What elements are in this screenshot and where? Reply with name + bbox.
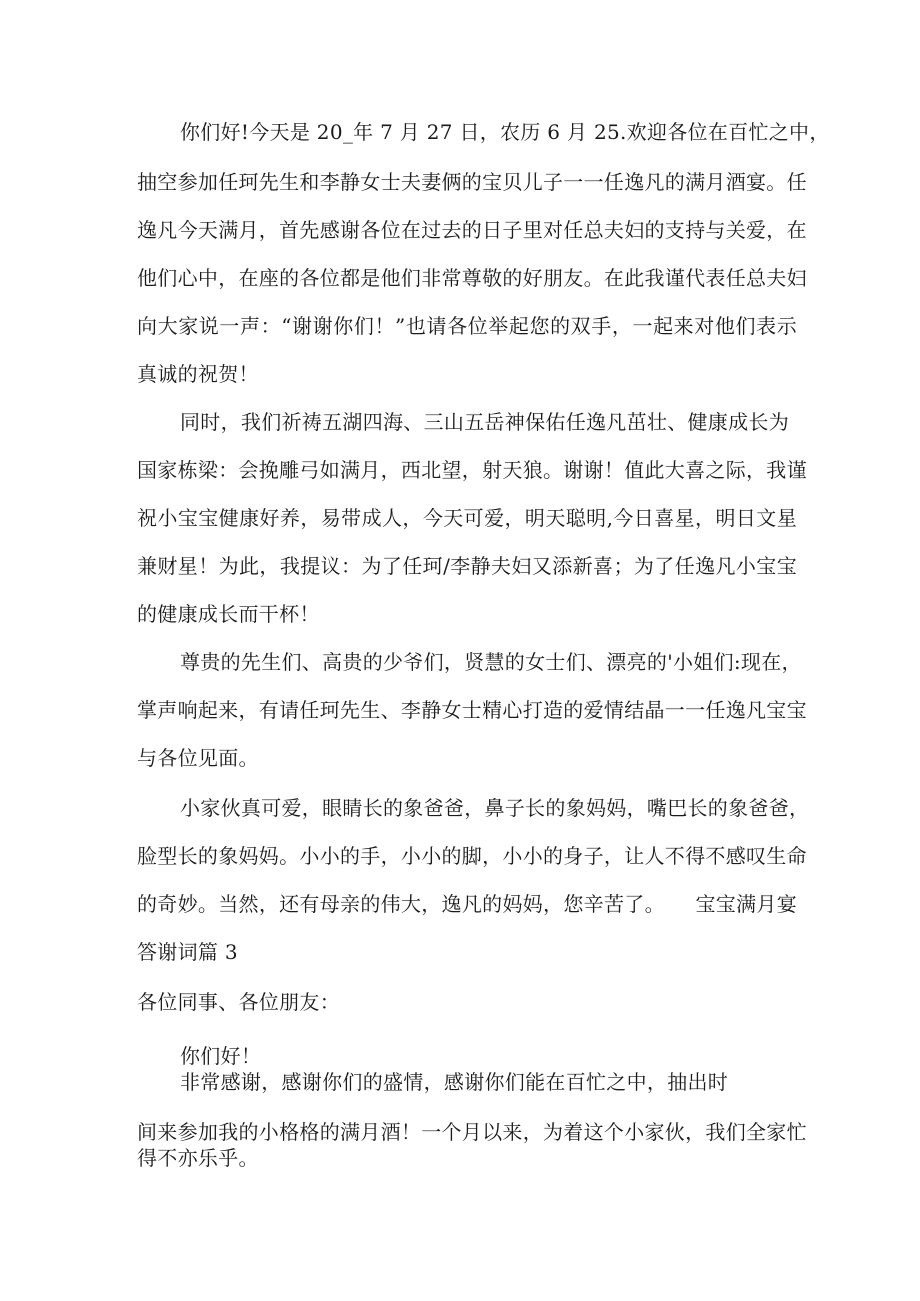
paragraph-5-line-1: 非常感谢，感谢你们的盛情，感谢你们能在百忙之中，抽出时 [180,1070,729,1094]
paragraph-2-line-4: 兼财星！为此，我提议：为了任珂/李静夫妇又添新喜；为了任逸凡小宝宝 [137,554,797,578]
paragraph-4-line-4: 答谢词篇 3 [137,940,238,964]
paragraph-5-line-3: 得不亦乐乎。 [137,1146,259,1170]
paragraph-1-line-3: 逸凡今天满月，首先感谢各位在过去的日子里对任总夫妇的支持与关爱，在 [137,218,807,242]
paragraph-2-line-2: 国家栋梁：会挽雕弓如满月，西北望，射天狼。谢谢！值此大喜之际，我谨 [137,458,807,482]
greeting: 你们好！ [180,1044,262,1068]
paragraph-3-line-2: 掌声响起来，有请任珂先生、李静女士精心打造的爱情结晶一一任逸凡宝宝 [137,698,807,722]
paragraph-3-line-1: 尊贵的先生们、高贵的少爷们，贤慧的女士们、漂亮的'小姐们:现在， [180,650,802,674]
paragraph-1-line-4: 他们心中，在座的各位都是他们非常尊敬的好朋友。在此我谨代表任总夫妇 [137,266,807,290]
paragraph-1-line-5: 向大家说一声：“谢谢你们！”也请各位举起您的双手，一起来对他们表示 [137,314,797,338]
paragraph-2-line-5: 的健康成长而干杯！ [137,602,320,626]
paragraph-3-line-3: 与各位见面。 [137,746,259,770]
paragraph-1-line-6: 真诚的祝贺！ [137,362,259,386]
paragraph-4-line-2: 脸型长的象妈妈。小小的手，小小的脚，小小的身子，让人不得不感叹生命 [137,844,807,868]
paragraph-2-line-3: 祝小宝宝健康好养，易带成人，今天可爱，明天聪明,今日喜星，明日文星 [137,506,797,530]
paragraph-1-line-2: 抽空参加任珂先生和李静女士夫妻俩的宝贝儿子一一任逸凡的满月酒宴。任 [137,170,807,194]
paragraph-4-line-1: 小家伙真可爱，眼睛长的象爸爸，鼻子长的象妈妈，嘴巴长的象爸爸， [180,796,810,820]
salutation: 各位同事、各位朋友： [137,990,340,1014]
paragraph-4-line-3: 的奇妙。当然，还有母亲的伟大，逸凡的妈妈，您辛苦了。 宝宝满月宴 [137,892,797,916]
paragraph-5-line-2: 间来参加我的小格格的满月酒！一个月以来，为着这个小家伙，我们全家忙 [137,1120,807,1144]
paragraph-1-line-1: 你们好!今天是 20_年 7 月 27 日，农历 6 月 25.欢迎各位在百忙之中， [180,120,830,144]
paragraph-2-line-1: 同时，我们祈祷五湖四海、三山五岳神保佑任逸凡茁壮、健康成长为 [180,410,789,434]
